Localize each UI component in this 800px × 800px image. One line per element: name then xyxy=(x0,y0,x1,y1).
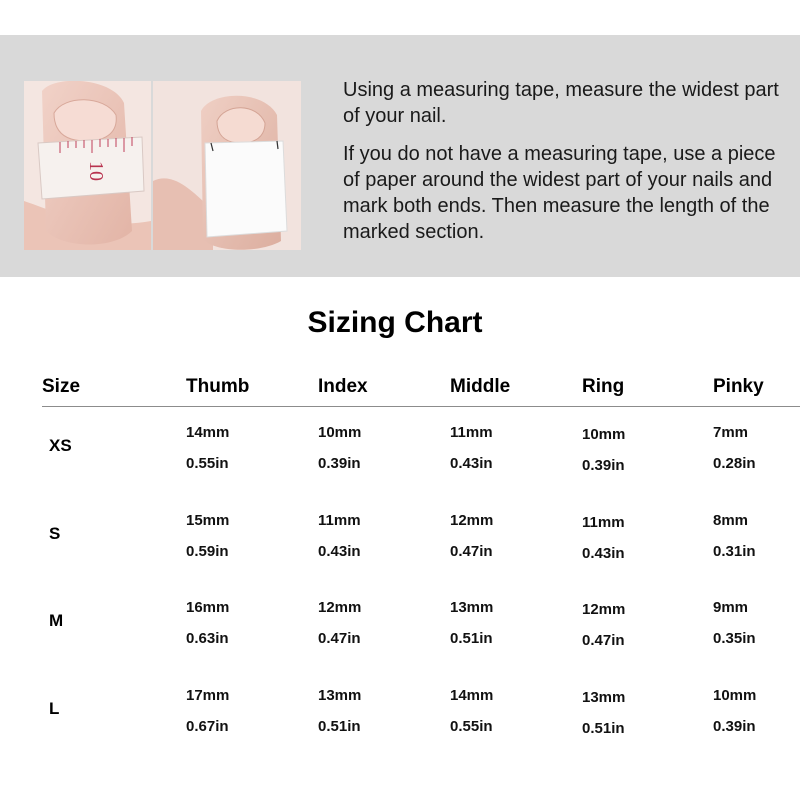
mm-value: 16mm xyxy=(186,599,230,616)
inch-value: 0.39in xyxy=(582,457,625,474)
column-header-middle: Middle xyxy=(450,376,511,397)
column-header-ring: Ring xyxy=(582,376,625,397)
index-cell xyxy=(318,512,408,572)
mm-value: 14mm xyxy=(450,687,494,704)
inch-value: 0.28in xyxy=(713,455,756,472)
mm-value: 12mm xyxy=(318,599,362,616)
inch-value: 0.51in xyxy=(582,720,625,737)
ring-cell xyxy=(582,514,672,574)
size-label: L xyxy=(49,699,60,718)
size-row-xs xyxy=(0,424,800,484)
tape-number-label: 10 xyxy=(85,161,107,181)
measuring-tape-photo xyxy=(24,81,151,250)
thumb-cell xyxy=(186,599,276,659)
inch-value: 0.39in xyxy=(713,718,756,735)
mm-value: 12mm xyxy=(582,601,626,618)
header-divider xyxy=(42,406,800,407)
column-header-pinky: Pinky xyxy=(713,376,764,397)
table-header xyxy=(0,376,800,402)
inch-value: 0.63in xyxy=(186,630,229,647)
inch-value: 0.43in xyxy=(318,543,361,560)
instruction-paragraph-tape: Using a measuring tape, measure the widest part of your nail. xyxy=(343,79,779,127)
inch-value: 0.39in xyxy=(318,455,361,472)
inch-value: 0.47in xyxy=(318,630,361,647)
index-cell xyxy=(318,424,408,484)
size-label: M xyxy=(49,611,64,630)
column-header-index: Index xyxy=(318,376,368,397)
mm-value: 11mm xyxy=(582,514,625,531)
mm-value: 17mm xyxy=(186,687,230,704)
ring-cell xyxy=(582,689,672,749)
column-header-size: Size xyxy=(42,376,81,397)
mm-value: 14mm xyxy=(186,424,230,441)
mm-value: 15mm xyxy=(186,512,230,529)
middle-cell xyxy=(450,424,540,484)
mm-value: 13mm xyxy=(450,599,494,616)
mm-value: 8mm xyxy=(713,512,749,529)
inch-value: 0.59in xyxy=(186,543,229,560)
inch-value: 0.47in xyxy=(450,543,493,560)
mm-value: 11mm xyxy=(450,424,493,441)
size-label: S xyxy=(49,524,61,543)
index-cell xyxy=(318,687,408,747)
thumb-cell xyxy=(186,512,276,572)
pinky-cell xyxy=(713,599,800,659)
size-row-s xyxy=(0,512,800,572)
size-row-l xyxy=(0,687,800,747)
mm-value: 9mm xyxy=(713,599,749,616)
mm-value: 12mm xyxy=(450,512,494,529)
ring-cell xyxy=(582,426,672,486)
mm-value: 10mm xyxy=(713,687,757,704)
inch-value: 0.51in xyxy=(318,718,361,735)
inch-value: 0.67in xyxy=(186,718,229,735)
mm-value: 10mm xyxy=(582,426,626,443)
middle-cell xyxy=(450,599,540,659)
inch-value: 0.47in xyxy=(582,632,625,649)
index-cell xyxy=(318,599,408,659)
inch-value: 0.31in xyxy=(713,543,756,560)
pinky-cell xyxy=(713,512,800,572)
inch-value: 0.51in xyxy=(450,630,493,647)
pinky-cell xyxy=(713,687,800,747)
inch-value: 0.43in xyxy=(450,455,493,472)
size-row-m xyxy=(0,599,800,659)
mm-value: 7mm xyxy=(713,424,749,441)
mm-value: 11mm xyxy=(318,512,361,529)
inch-value: 0.55in xyxy=(186,455,229,472)
column-header-thumb: Thumb xyxy=(186,376,250,397)
measurement-instructions xyxy=(343,77,788,245)
pinky-cell xyxy=(713,424,800,484)
inch-value: 0.43in xyxy=(582,545,625,562)
paper-strip-photo xyxy=(153,81,301,250)
inch-value: 0.35in xyxy=(713,630,756,647)
middle-cell xyxy=(450,512,540,572)
middle-cell xyxy=(450,687,540,747)
size-label: XS xyxy=(49,436,72,455)
mm-value: 13mm xyxy=(582,689,626,706)
thumb-cell xyxy=(186,424,276,484)
mm-value: 10mm xyxy=(318,424,362,441)
ring-cell xyxy=(582,601,672,661)
mm-value: 13mm xyxy=(318,687,362,704)
sizing-chart-title: Sizing Chart xyxy=(307,306,483,339)
inch-value: 0.55in xyxy=(450,718,493,735)
instruction-paragraph-paper: If you do not have a measuring tape, use a piece of paper around the widest part of your nails and mark both ends. Then measure the length of the marked section. xyxy=(343,143,776,243)
thumb-cell xyxy=(186,687,276,747)
